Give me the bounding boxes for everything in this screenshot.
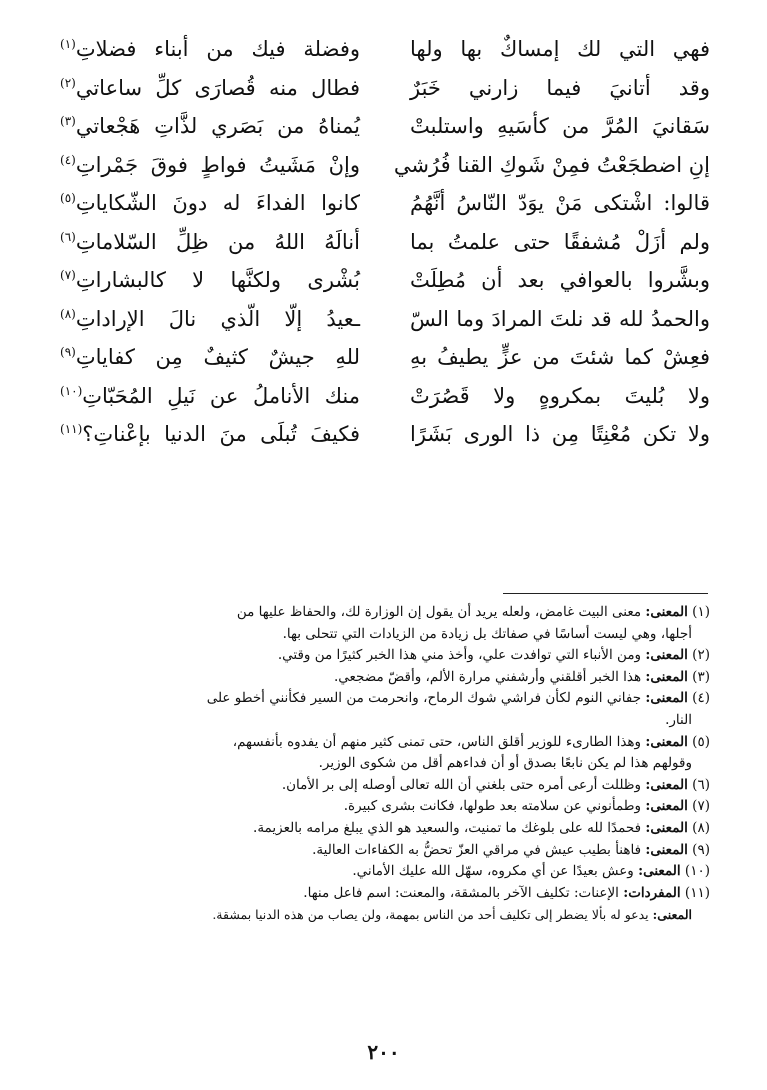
verse-line [60,377,710,416]
footnote-number: (٤) [692,690,710,707]
footnote [60,883,710,905]
verse-second-text: وفضلة فيك من أبناء فضلاتِ [75,37,360,62]
footnote-meaning [60,904,710,926]
verse-first-hemistich: قالوا: اشْتكى مَنْ يوَدّ النّاسُ أنَّهُمُ [410,191,710,216]
verse-second-text: فطال منه قُصارَى كلِّ ساعاتي [75,75,360,100]
footnote-ref: (١١) [60,422,83,437]
footnote-lead: المعنى: [645,819,688,836]
verse-second-text: كانوا الفداءَ له دونَ الشّكاياتِ [75,191,360,216]
footnote-lead: المعنى: [638,863,681,880]
verse-second-hemistich [60,191,360,215]
verse-second-text: ـعيدُ إلّا الّذي نالَ الإراداتِ [75,306,360,331]
verse-first-hemistich: ولا تكن مُعْنِتًا مِن ذا الورى بَشَرًا [410,422,710,447]
footnote-continuation: أجلها، وهي ليست أساسًا في صفاتك بل زيادة من الزيادات التي تتحلى بها. [282,625,692,642]
footnote-number: (٥) [692,733,710,750]
footnote-ref: (١) [60,37,76,52]
footnote-lead: المعنى: [645,690,688,707]
footnote-number: (١٠) [684,863,710,880]
footnote-text: الإعنات: تكليف الآخر بالمشقة، والمعنت: اسم فاعل منها. [303,884,619,901]
verse-line [60,338,710,377]
footnote [60,840,710,862]
verse-second-text: بُشْرى ولكنَّها لا كالبشاراتِ [75,268,360,293]
footnote [60,818,710,840]
footnote-text: وطمأنوني عن سلامته بعد طولها، فكانت بشرى كبيرة. [343,798,642,815]
verse-line [60,69,710,108]
verse-second-hemistich [60,230,360,254]
verse-second-hemistich [60,153,360,177]
footnote-text: جفاني النوم لكأن فراشي شوك الرماح، وانحرمت من السير فكأنني أخطو على [206,690,642,707]
footnote-continuation: وقولهم هذا لم يكن نابعًا بصدق أو أن فداءهم أقل من شكوى الوزير. [318,755,692,772]
footnote-lead: المعنى: [645,841,688,858]
verse-line [60,300,710,339]
footnote-lead: المعنى: [645,798,688,815]
verse-second-hemistich [60,37,360,61]
footnote [60,667,710,689]
footnote [60,732,710,775]
footnote-number: (٢) [692,647,710,664]
verse-line [60,415,710,454]
verse-second-text: أنالَهُ اللهُ من ظِلِّ السّلاماتِ [75,229,360,254]
verse-line [60,184,710,223]
verse-second-text: منك الأناملُ عن نَيلِ المُحَبّاتِ [82,383,360,408]
footnote-text: فحمدًا لله على بلوغك ما تمنيت، والسعيد هو الذي يبلغ مرامه بالعزيمة. [253,819,642,836]
verse-line [60,146,710,185]
footnote-ref: (٢) [60,75,76,90]
verse-second-text: فكيفَ تُبلَى منَ الدنيا بإعْناتِ؟ [82,422,360,447]
footnote [60,796,710,818]
footnote-text: وعش بعيدًا عن أي مكروه، سهّل الله عليك الأماني. [352,863,634,880]
footnote-ref: (١٠) [60,383,83,398]
footnote-divider [503,593,708,594]
footnote-text: فاهنأ بطيب عيش في مراقي العزّ تحضُّ به الكفاءات العالية. [312,841,642,858]
verse-second-hemistich [60,307,360,331]
footnote-lead: المعنى: [645,733,688,750]
footnote-lead: المعنى: [645,647,688,664]
verse-second-text: وإنْ مَشَيتُ فواطٍ فوقَ جَمْراتِ [75,152,360,177]
footnote-meaning-line [60,904,710,926]
verse-line [60,261,710,300]
verse-line [60,223,710,262]
footnote-text: يدعو له بألا يضطر إلى تكليف أحد من الناس بمهمة، ولن يصاب من هذه الدنيا بمشقة. [212,907,649,923]
footnote-text: وهذا الطارىء للوزير أقلق الناس، حتى تمنى كثير منهم أن يفدوه بأنفسهم، [232,733,642,750]
verse-first-hemistich: فعِشْ كما شئتَ من عزٍّ يطيفُ بهِ [410,345,710,370]
footnote-continuation: النار. [665,711,692,728]
verse-first-hemistich: وبشَّروا بالعوافي بعد أن مُطِلَتْ [410,268,710,293]
footnote-text: معنى البيت غامض، ولعله يريد أن يقول إن الوزارة لك، والحفاظ عليها من [236,604,642,620]
verse-second-text: يُمناهُ من بَصَري لذَّاتِ هَجْعاتي [75,114,360,139]
footnote-ref: (٥) [60,191,76,206]
verse-second-hemistich [60,422,360,446]
verse-second-text: للهِ جيشٌ كثيفٌ مِن كفاياتِ [75,345,360,370]
verse-first-hemistich: فهي التي لك إمساكٌ بها ولها [410,37,710,62]
poem-verses [60,30,710,454]
footnote-number: (٧) [692,798,710,815]
verse-first-hemistich: ولم أزَلْ مُشفقًا حتى علمتُ بما [410,229,710,254]
footnote-number: (١١) [684,884,710,901]
footnote-ref: (٨) [60,306,76,321]
footnote-lead: المفردات: [623,884,681,901]
footnote-ref: (٣) [60,114,76,129]
verse-second-hemistich [60,76,360,100]
verse-line [60,107,710,146]
footnote [60,775,710,797]
footnote-lead: المعنى: [645,668,688,685]
verse-line [60,30,710,69]
footnote-lead: المعنى: [645,776,688,793]
footnotes [60,602,710,926]
verse-first-hemistich: وقد أتانيَ فيما زارني خَبَرٌ [410,75,710,100]
verse-second-hemistich [60,114,360,138]
footnote-number: (٦) [692,776,710,793]
footnote-lead: المعنى: [652,907,692,923]
verse-second-hemistich [60,268,360,292]
footnote-number: (١) [692,604,710,620]
verse-second-hemistich [60,384,360,408]
footnote-ref: (٦) [60,229,76,244]
footnote [60,688,710,731]
verse-first-hemistich: والحمدُ لله قد نلتَ المرادَ وما السّ [410,306,710,331]
footnote-text: وظللت أرعى أمره حتى بلغني أن الله تعالى أوصله إلى بر الأمان. [281,776,642,793]
footnote-ref: (٤) [60,152,76,167]
footnote [60,861,710,883]
footnote-number: (٣) [692,668,710,685]
footnote [60,602,710,645]
footnote-text: ومن الأنباء التي توافدت علي، وأخذ مني هذا الخبر كثيرًا من وقتي. [277,647,642,664]
footnote-ref: (٩) [60,345,76,360]
verse-first-hemistich: سَقانيَ المُرَّ من كأسَيهِ واستلبتْ [410,114,710,139]
footnote-text: هذا الخبر أقلقني وأرشفني مرارة الألم، وأقضّ مضجعي. [333,668,642,685]
verse-first-hemistich: إنِ اضطجَعْتُ فمِنْ شَوكِ القنا فُرُشي [393,152,710,177]
footnote-number: (٩) [692,841,710,858]
footnote-number: (٨) [692,819,710,836]
page-number: ٢٠٠ [367,1040,400,1064]
footnote-ref: (٧) [60,268,76,283]
verse-second-hemistich [60,345,360,369]
footnote-lead: المعنى: [645,604,688,620]
verse-first-hemistich: ولا بُليتَ بمكروهٍ ولا قَصُرَتْ [410,383,710,408]
footnote [60,645,710,667]
